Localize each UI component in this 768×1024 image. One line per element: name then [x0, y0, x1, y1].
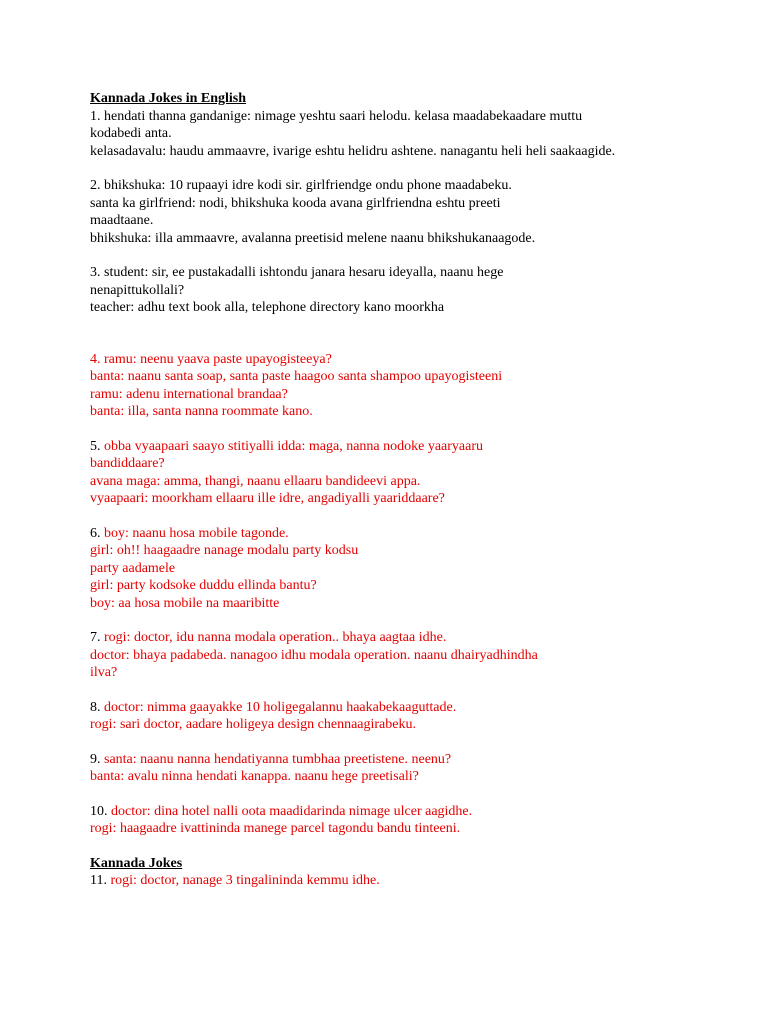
joke-6 — [90, 525, 650, 613]
joke-1 — [90, 108, 650, 161]
joke-line: girl: oh!! haagaadre nanage modalu party kodsu — [90, 543, 359, 558]
joke-line: banta: illa, santa nanna roommate kano. — [90, 404, 313, 419]
joke-10 — [90, 803, 650, 838]
joke-line: boy: naanu hosa mobile tagonde. — [100, 525, 289, 541]
joke-line: girl: party kodsoke duddu ellinda bantu? — [90, 578, 317, 593]
joke-3 — [90, 264, 650, 317]
joke-line: ilva? — [90, 665, 118, 680]
joke-8 — [90, 699, 650, 734]
joke-number: 5. — [90, 438, 101, 454]
section-heading: Kannada Jokes — [90, 855, 183, 871]
joke-line: obba vyaapaari saayo stitiyalli idda: maga, nanna nodoke yaaryaaru — [100, 438, 484, 454]
joke-line: kelasadavalu: haudu ammaavre, ivarige eshtu helidru ashtene. nanagantu heli heli saakaagide. — [90, 143, 616, 159]
joke-number: 10. — [90, 803, 108, 819]
joke-line: 2. bhikshuka: 10 rupaayi idre kodi sir. girlfriendge ondu phone maadabeku. — [90, 178, 512, 193]
joke-line: santa ka girlfriend: nodi, bhikshuka kooda avana girlfriendna eshtu preeti — [90, 195, 501, 211]
joke-line: vyaapaari: moorkham ellaaru ille idre, angadiyalli yaariddaare? — [90, 491, 445, 506]
joke-line: 4. ramu: neenu yaava paste upayogisteeya? — [90, 351, 332, 367]
joke-number: 9. — [90, 751, 101, 767]
joke-7 — [90, 629, 650, 682]
joke-line: teacher: adhu text book alla, telephone directory kano moorkha — [90, 300, 445, 315]
joke-5 — [90, 438, 650, 508]
joke-line: nenapittukollali? — [90, 282, 185, 298]
joke-line: kodabedi anta. — [90, 126, 172, 141]
joke-line: maadtaane. — [90, 213, 154, 228]
joke-line: rogi: haagaadre ivattininda manege parcel tagondu bandu tinteeni. — [90, 821, 461, 836]
joke-line: santa: naanu nanna hendatiyanna tumbhaa preetistene. neenu? — [100, 751, 452, 767]
joke-number: 8. — [90, 699, 101, 715]
joke-line: rogi: doctor, nanage 3 tingalininda kemmu idhe. — [106, 873, 380, 888]
joke-line: boy: aa hosa mobile na maaribitte — [90, 595, 280, 611]
joke-line: ramu: adenu international brandaa? — [90, 386, 288, 402]
joke-line: 3. student: sir, ee pustakadalli ishtondu janara hesaru ideyalla, naanu hege — [90, 265, 504, 280]
joke-line: rogi: sari doctor, aadare holigeya design chennaagirabeku. — [90, 717, 416, 732]
joke-line: bhikshuka: illa ammaavre, avalanna preetisid melene naanu bhikshukanaagode. — [90, 230, 536, 246]
joke-line: rogi: doctor, idu nanna modala operation.. bhaya aagtaa idhe. — [100, 630, 447, 645]
joke-4 — [90, 351, 650, 421]
joke-line: doctor: bhaya padabeda. nanagoo idhu modala operation. naanu dhairyadhindha — [90, 647, 538, 663]
joke-line: doctor: dina hotel nalli oota maadidarinda nimage ulcer aagidhe. — [107, 803, 473, 819]
joke-9 — [90, 751, 650, 786]
joke-line: bandiddaare? — [90, 456, 165, 471]
joke-number: 7. — [90, 630, 101, 645]
joke-line: party aadamele — [90, 560, 176, 576]
joke-line: banta: avalu ninna hendati kanappa. naanu hege preetisali? — [90, 769, 419, 784]
section-heading: Kannada Jokes in English — [90, 91, 247, 106]
joke-line: banta: naanu santa soap, santa paste haagoo santa shampoo upayogisteeni — [90, 369, 503, 384]
joke-2 — [90, 177, 650, 247]
joke-11 — [90, 872, 650, 890]
joke-number: 6. — [90, 525, 101, 541]
joke-line: doctor: nimma gaayakke 10 holigegalannu haakabekaaguttade. — [100, 699, 457, 715]
joke-number: 11. — [90, 873, 107, 888]
joke-line: 1. hendati thanna gandanige: nimage yeshtu saari helodu. kelasa maadabekaadare muttu — [90, 108, 583, 124]
joke-line: avana maga: amma, thangi, naanu ellaaru bandideevi appa. — [90, 473, 421, 489]
